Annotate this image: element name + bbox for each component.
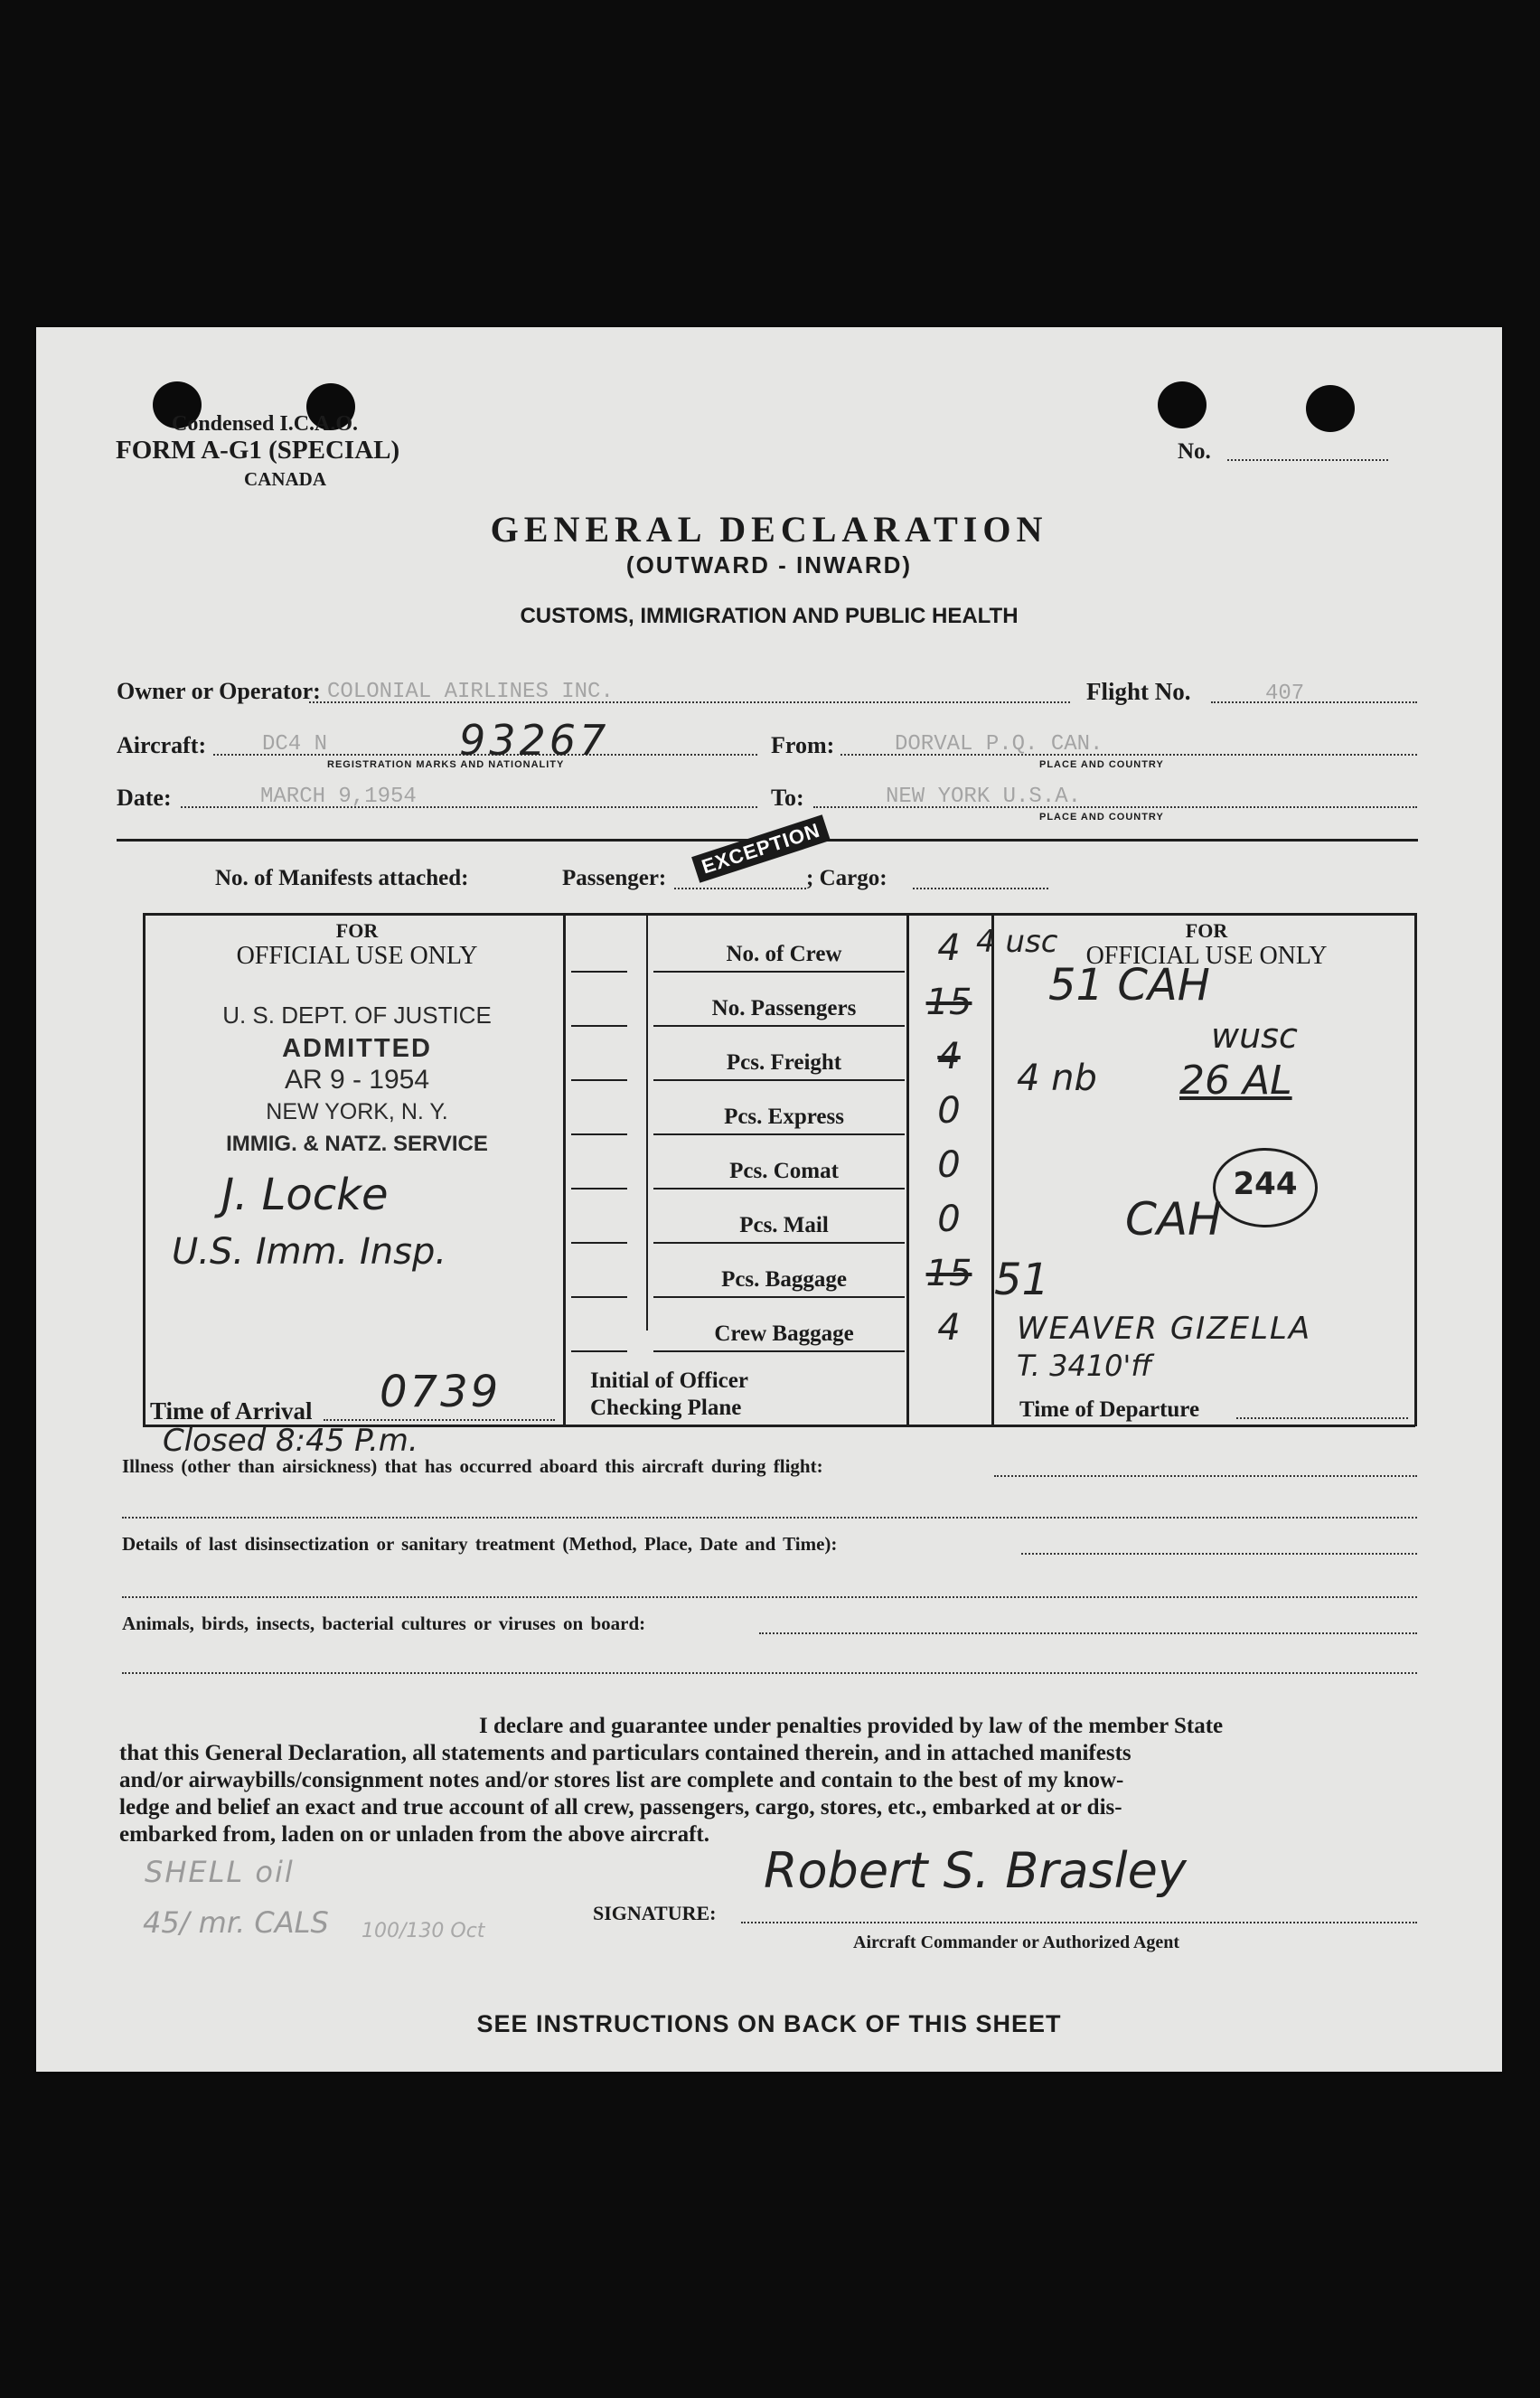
declaration-line1: I declare and guarantee under penalties provided by law of the member State bbox=[479, 1714, 1224, 1738]
stamp-signature: J. Locke bbox=[221, 1170, 389, 1220]
animals-label: Animals, birds, insects, bacterial cultures or viruses on board: bbox=[122, 1613, 646, 1634]
row-value: 4 bbox=[937, 927, 961, 969]
cargo-manifest-label: ; Cargo: bbox=[806, 866, 887, 890]
for-left: FOR bbox=[335, 919, 379, 942]
cargo-manifest-line bbox=[913, 888, 1048, 889]
passenger-manifest-line bbox=[674, 888, 806, 889]
flight-value: 407 bbox=[1265, 682, 1305, 706]
row-label: Pcs. Freight bbox=[726, 1050, 842, 1075]
time-departure-line bbox=[1236, 1417, 1408, 1419]
row-rule bbox=[571, 1296, 627, 1298]
flight-line bbox=[1211, 701, 1417, 703]
illness-line bbox=[994, 1475, 1417, 1477]
row-value: 15 bbox=[925, 1253, 972, 1294]
row-label: Pcs. Express bbox=[724, 1105, 844, 1129]
row-rule bbox=[653, 1025, 905, 1027]
table-right-border bbox=[1414, 913, 1417, 1426]
official-use-right: OFFICIAL USE ONLY bbox=[1085, 942, 1328, 970]
row-rule bbox=[653, 1079, 905, 1081]
row-rule bbox=[653, 1350, 905, 1352]
animals-line bbox=[759, 1632, 1417, 1634]
stamp-line1: U. S. DEPT. OF JUSTICE bbox=[222, 1002, 492, 1029]
aircraft-label: Aircraft: bbox=[117, 732, 207, 758]
closed-note: Closed 8:45 P.m. bbox=[163, 1423, 418, 1459]
row-rule bbox=[571, 1133, 627, 1135]
time-arrival-line bbox=[324, 1419, 555, 1421]
wusc-note: wusc bbox=[1211, 1016, 1298, 1056]
row-rule bbox=[653, 971, 905, 973]
row-rule bbox=[571, 1242, 627, 1244]
pencil-note-2: 45/ mr. CALS bbox=[143, 1905, 329, 1940]
registration-caption: REGISTRATION MARKS AND NATIONALITY bbox=[327, 759, 565, 770]
from-value: DORVAL P.Q. CAN. bbox=[895, 732, 1103, 757]
animals-line-2 bbox=[122, 1672, 1417, 1674]
pencil-note-3: 100/130 Oct bbox=[362, 1920, 485, 1942]
row-rule bbox=[571, 1025, 627, 1027]
freight-note: 4 nb bbox=[1017, 1058, 1097, 1099]
passenger-manifest-label: Passenger: bbox=[562, 866, 667, 890]
form-title: GENERAL DECLARATION bbox=[490, 509, 1048, 550]
t-note: T. 3410'ff bbox=[1017, 1349, 1152, 1383]
row-rule bbox=[571, 971, 627, 973]
form-header-line1: Condensed I.C.A.O. bbox=[172, 412, 359, 436]
row-value: 15 bbox=[925, 982, 972, 1023]
date-value: MARCH 9,1954 bbox=[260, 785, 417, 809]
date-label: Date: bbox=[117, 785, 172, 811]
punch-hole bbox=[1306, 385, 1355, 432]
row-rule bbox=[571, 1079, 627, 1081]
pencil-note-1: SHELL oil bbox=[145, 1855, 295, 1889]
footer-instructions: SEE INSTRUCTIONS ON BACK OF THIS SHEET bbox=[476, 2010, 1062, 2037]
aircraft-typed: DC4 N bbox=[262, 732, 328, 757]
disinsect-line bbox=[1021, 1553, 1417, 1555]
signature-caption: Aircraft Commander or Authorized Agent bbox=[853, 1933, 1180, 1952]
row-rule bbox=[653, 1242, 905, 1244]
to-label: To: bbox=[771, 785, 804, 811]
row-value: 4 bbox=[937, 1036, 961, 1077]
signature-hand: Robert S. Brasley bbox=[764, 1842, 1187, 1899]
to-value: NEW YORK U.S.A. bbox=[886, 785, 1082, 809]
passenger-note: 51 CAH bbox=[1048, 960, 1210, 1011]
form-number-line bbox=[1227, 459, 1388, 461]
disinsect-label: Details of last disinsectization or sanitary treatment (Method, Place, Date and Time): bbox=[122, 1533, 838, 1555]
form-subject: CUSTOMS, IMMIGRATION AND PUBLIC HEALTH bbox=[520, 604, 1019, 628]
row-value: 0 bbox=[937, 1199, 961, 1240]
row-label: No. Passengers bbox=[711, 996, 857, 1020]
declaration-line5: embarked from, laden on or unladen from the above aircraft. bbox=[119, 1822, 709, 1847]
signature-line bbox=[741, 1922, 1417, 1923]
table-divider-right bbox=[991, 913, 994, 1426]
row-label: Pcs. Baggage bbox=[721, 1267, 847, 1292]
from-label: From: bbox=[771, 732, 835, 758]
table-divider-left bbox=[563, 913, 566, 1426]
official-use-left: OFFICIAL USE ONLY bbox=[236, 942, 478, 970]
declaration-line2: that this General Declaration, all statements and particulars contained therein, and in attached manifests bbox=[119, 1741, 1132, 1765]
form-subtitle: (OUTWARD - INWARD) bbox=[625, 551, 913, 578]
stamp-line2: ADMITTED bbox=[282, 1034, 432, 1063]
initial-officer-label-2: Checking Plane bbox=[590, 1396, 742, 1420]
row-rule bbox=[653, 1296, 905, 1298]
aircraft-registration-hand: 93267 bbox=[459, 716, 610, 765]
row-label: Pcs. Mail bbox=[739, 1213, 829, 1237]
row-rule bbox=[653, 1188, 905, 1190]
stamp-line3: AR 9 - 1954 bbox=[284, 1065, 430, 1095]
row-rule bbox=[571, 1350, 627, 1352]
form-number-label: No. bbox=[1178, 439, 1211, 464]
place-country-caption-1: PLACE AND COUNTRY bbox=[1039, 759, 1164, 770]
row-label: Pcs. Comat bbox=[729, 1159, 839, 1183]
declaration-line4: ledge and belief an exact and true account of all crew, passengers, cargo, stores, etc., embarked at or dis- bbox=[119, 1795, 1122, 1820]
stamp-line5: IMMIG. & NATZ. SERVICE bbox=[226, 1132, 488, 1156]
owner-value: COLONIAL AIRLINES INC. bbox=[327, 680, 614, 704]
time-departure-label: Time of Departure bbox=[1019, 1397, 1200, 1422]
disinsect-line-2 bbox=[122, 1596, 1417, 1598]
punch-hole bbox=[1158, 381, 1207, 428]
al-note: 26 AL bbox=[1179, 1058, 1292, 1104]
row-rule bbox=[653, 1133, 905, 1135]
stamp-inspector: U.S. Imm. Insp. bbox=[172, 1231, 447, 1273]
row-label: Crew Baggage bbox=[714, 1321, 854, 1346]
form-header-line3: CANADA bbox=[244, 468, 326, 490]
form-header-line2: FORM A-G1 (SPECIAL) bbox=[116, 436, 400, 465]
for-right: FOR bbox=[1185, 919, 1228, 942]
table-left-border bbox=[143, 913, 146, 1426]
row-value: 4 bbox=[937, 1307, 961, 1349]
manifests-label: No. of Manifests attached: bbox=[215, 866, 469, 890]
flight-label: Flight No. bbox=[1086, 678, 1191, 705]
stamp-line4: NEW YORK, N. Y. bbox=[266, 1099, 448, 1124]
initials-note: CAH bbox=[1125, 1193, 1222, 1246]
row-value: 0 bbox=[937, 1144, 961, 1186]
circled-number: 244 bbox=[1233, 1166, 1298, 1202]
exception-stamp: EXCEPTION bbox=[691, 814, 831, 883]
illness-line-2 bbox=[122, 1517, 1417, 1519]
signature-label: SIGNATURE: bbox=[593, 1902, 717, 1924]
illness-label: Illness (other than airsickness) that has occurred aboard this aircraft during flight: bbox=[122, 1455, 823, 1477]
declaration-line3: and/or airwaybills/consignment notes and/or stores list are complete and contain to the best of my know- bbox=[119, 1768, 1124, 1792]
time-arrival-value: 0739 bbox=[380, 1367, 502, 1417]
row-rule bbox=[571, 1188, 627, 1190]
form-sheet bbox=[36, 327, 1502, 2072]
baggage-note: 51 bbox=[994, 1255, 1050, 1305]
weaver-note: WEAVER GIZELLA bbox=[1017, 1311, 1312, 1347]
time-arrival-label: Time of Arrival bbox=[150, 1397, 313, 1425]
row-value: 0 bbox=[937, 1090, 961, 1132]
initial-officer-label-1: Initial of Officer bbox=[590, 1368, 748, 1393]
row-label: No. of Crew bbox=[726, 942, 842, 966]
crew-note: 4 usc bbox=[976, 924, 1058, 960]
table-top-rule bbox=[143, 913, 1415, 916]
place-country-caption-2: PLACE AND COUNTRY bbox=[1039, 812, 1164, 823]
owner-label: Owner or Operator: bbox=[117, 678, 321, 704]
